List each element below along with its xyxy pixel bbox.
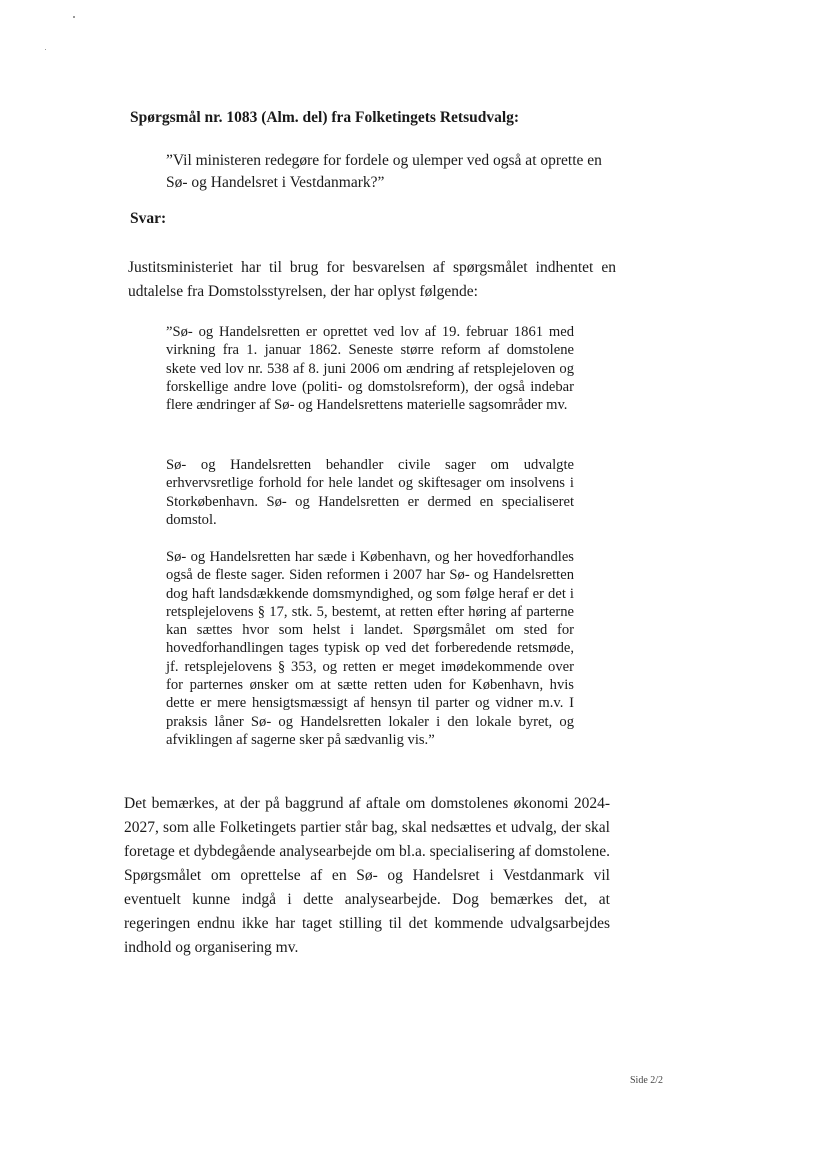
scan-speck (73, 16, 75, 18)
question-heading: Spørgsmål nr. 1083 (Alm. del) fra Folketingets Retsudvalg: (130, 109, 520, 126)
answer-heading: Svar: (130, 210, 167, 227)
quote-paragraph-founding: ”Sø- og Handelsretten er oprettet ved lov af 19. februar 1861 med virkning fra 1. januar 1862. Seneste større reform af domstolene skete ved lov nr. 538 af 8. juni 2006 om ændring af retsplejeloven og forskellige andre love (politi- og domstolsreform), der også indebar flere ændringer af Sø- og Handelsrettens materielle sagsområder mv. (166, 324, 574, 414)
question-text: ”Vil ministeren redegøre for fordele og ulemper ved også at oprette en Sø- og Handelsret i Vestdanmark?” (166, 152, 602, 191)
scan-speck (45, 49, 46, 50)
quote-paragraph-venue: Sø- og Handelsretten har sæde i København, og her hovedforhandles også de fleste sager. Siden reformen i 2007 har Sø- og Handelsretten dog haft landsdækkende domsmyndighed, og som følge heraf er det i retsplejelovens § 17, stk. 5, bestemt, at retten efter høring af parterne kan sættes hvor som helst i landet. Spørgsmålet om sted for hovedforhandlingen tages typisk op ved det forberedende retsmøde, jf. retsplejelovens § 353, og retten er meget imødekommende over for parternes ønsker om at sætte retten uden for København, hvis dette er mere hensigtsmæssigt af hensyn til parter og vidner m.v. I praksis låner Sø- og Handelsretten lokaler i den lokale byret, og afviklingen af sagerne sker på sædvanlig vis.” (166, 549, 574, 748)
quote-paragraph-jurisdiction: Sø- og Handelsretten behandler civile sager om udvalgte erhvervsretlige forhold for hele landet og skiftesager om insolvens i Storkøbenhavn. Sø- og Handelsretten er dermed en specialiseret domstol. (166, 457, 574, 528)
intro-paragraph: Justitsministeriet har til brug for besvarelsen af spørgsmålet indhentet en udtalelse fra Domstolsstyrelsen, der har oplyst følgende: (128, 259, 616, 300)
conclusion-paragraph: Det bemærkes, at der på baggrund af aftale om domstolenes økonomi 2024-2027, som alle Folketingets partier står bag, skal nedsættes et udvalg, der skal foretage et dybdegående analysearbejde om bl.a. specialisering af domstolene. Spørgsmålet om oprettelse af en Sø- og Handelsret i Vestdanmark vil eventuelt kunne indgå i dette analysearbejde. Dog bemærkes det, at regeringen endnu ikke har taget stilling til det kommende udvalgsarbejdes indhold og organisering mv. (124, 795, 610, 956)
page-number: Side 2/2 (630, 1075, 664, 1086)
